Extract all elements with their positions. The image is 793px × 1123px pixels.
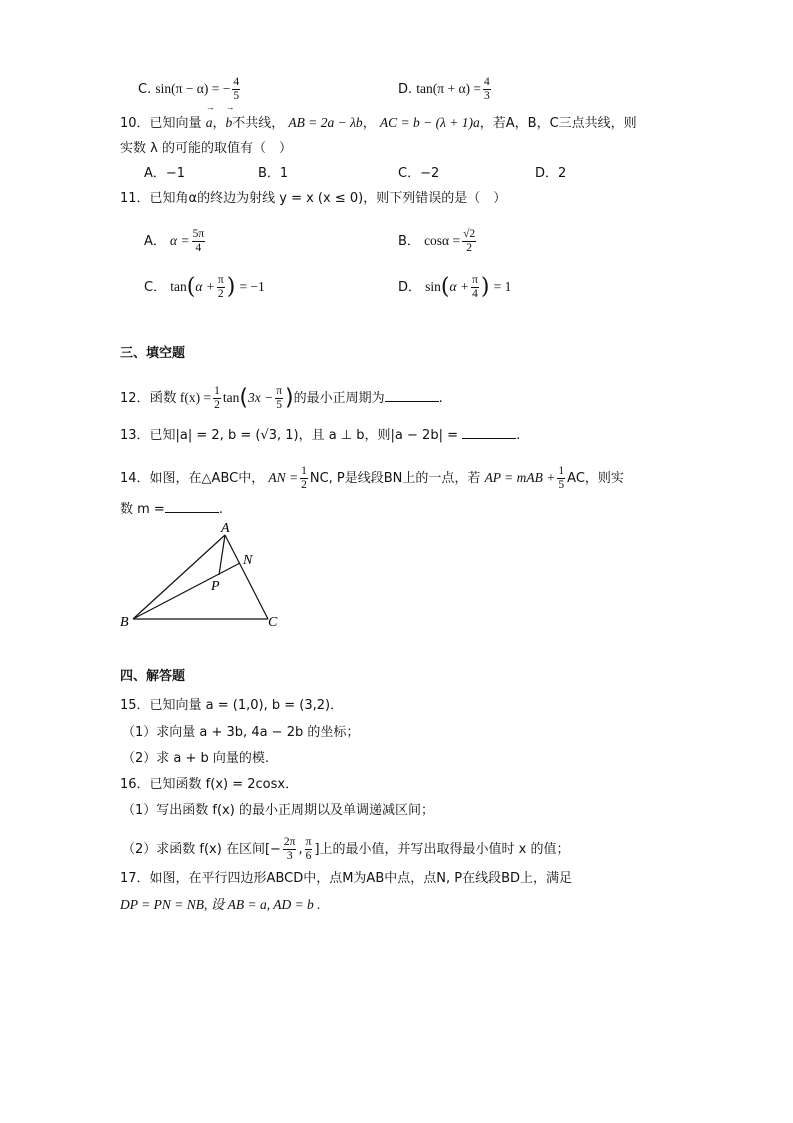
q16-part1: （1）写出函数 f(x) 的最小正周期以及单调递减区间； [122,803,434,818]
q9-option-c: C. sin(π − α) = − $\frac{4}{5}$ [138,76,240,102]
q15-part1: （1）求向量 a + 3b, 4a − 2b 的坐标； [122,725,360,740]
q11-option-a: A． α = $\frac{5\pi}{4}$ [144,228,205,254]
q12-stem: 12．函数 f(x) = $\frac{1}{2}$ tan(3x − $\frac{\pi}{5}$ )的最小正周期为 . [120,385,443,411]
q14-stem-line2: 数 m = . [120,498,223,519]
q11-option-c: C． tan(α + $\frac{\pi}{2}$ ) = −1 [144,274,265,300]
q13-answer-blank[interactable] [462,424,516,439]
q9-option-d-fraction: $\frac{4}{3}$ [484,76,490,102]
section-title-fill-in: 三、填空题 [120,346,186,361]
side-ab [133,535,225,619]
triangle-figure [112,516,302,631]
side-ac [225,535,268,619]
section-title-solve: 四、解答题 [120,669,186,684]
q16-part2: （2）求函数 f(x) 在区间[− $\frac{2\pi}{3}$ , $\frac{\pi}{6}$ ]上的最小值，并写出取得最小值时 x 的值； [122,836,570,862]
q10-ac-equation: AC = b − (λ + 1)a [379,115,480,130]
q15-stem: 15．已知向量 a = (1,0), b = (3,2)． [120,698,344,713]
q10-ab-equation: AB = 2a − λb [288,115,363,130]
q17-stem-line2: DP = PN = NB, 设 AB = a, AD = b . [120,897,321,912]
q14-answer-blank[interactable] [165,498,219,513]
q10-stem-line2: 实数 λ 的可能的取值有（ ） [120,141,292,156]
q13-stem: 13．已知|a| = 2, b = (√3, 1)，且 a ⊥ b，则|a − 2b| = . [120,424,520,445]
label-b: B [120,615,129,630]
segment-ap [219,535,225,575]
q15-part2: （2）求 a + b 向量的模. [122,751,270,766]
q14-stem-line1: 14．如图，在△ABC中， AN = $\frac{1}{2}$ NC, P是线段BN上的一点，若 AP = mAB + $\frac{1}{5}$ AC，则实 [120,465,624,491]
segment-bn [133,563,240,619]
label-a: A [221,521,230,536]
q10-option-b: B．1 [258,166,289,181]
label-n: N [243,553,253,568]
q11-option-d: D． sin(α + $\frac{\pi}{4}$ ) = 1 [398,274,512,300]
q12-answer-blank[interactable] [385,387,439,402]
q9-option-d: D. tan(π + α) = $\frac{4}{3}$ [398,76,490,102]
q10-stem-line1: 10．已知向量 → a，→ b不共线， AB = 2a − λb， AC = b − (λ + 1)a，若A，B，C三点共线，则 [120,114,637,133]
q10-option-c: C．−2 [398,166,440,181]
q17-stem-line1: 17．如图，在平行四边形ABCD中，点M为AB中点，点N, P在线段BD上，满足 [120,871,573,886]
q16-stem: 16．已知函数 f(x) = 2cosx． [120,777,299,792]
label-p: P [211,579,220,594]
label-c: C [268,615,278,630]
q11-stem: 11．已知角α的终边为射线 y = x (x ≤ 0)，则下列错误的是（ ） [120,191,507,206]
q9-option-c-fraction: $\frac{4}{5}$ [233,76,240,102]
q10-option-d: D．2 [535,166,567,181]
q11-option-b: B． cosα = $\frac{√2}{2}$ [398,228,476,254]
q10-option-a: A．−1 [144,166,186,181]
